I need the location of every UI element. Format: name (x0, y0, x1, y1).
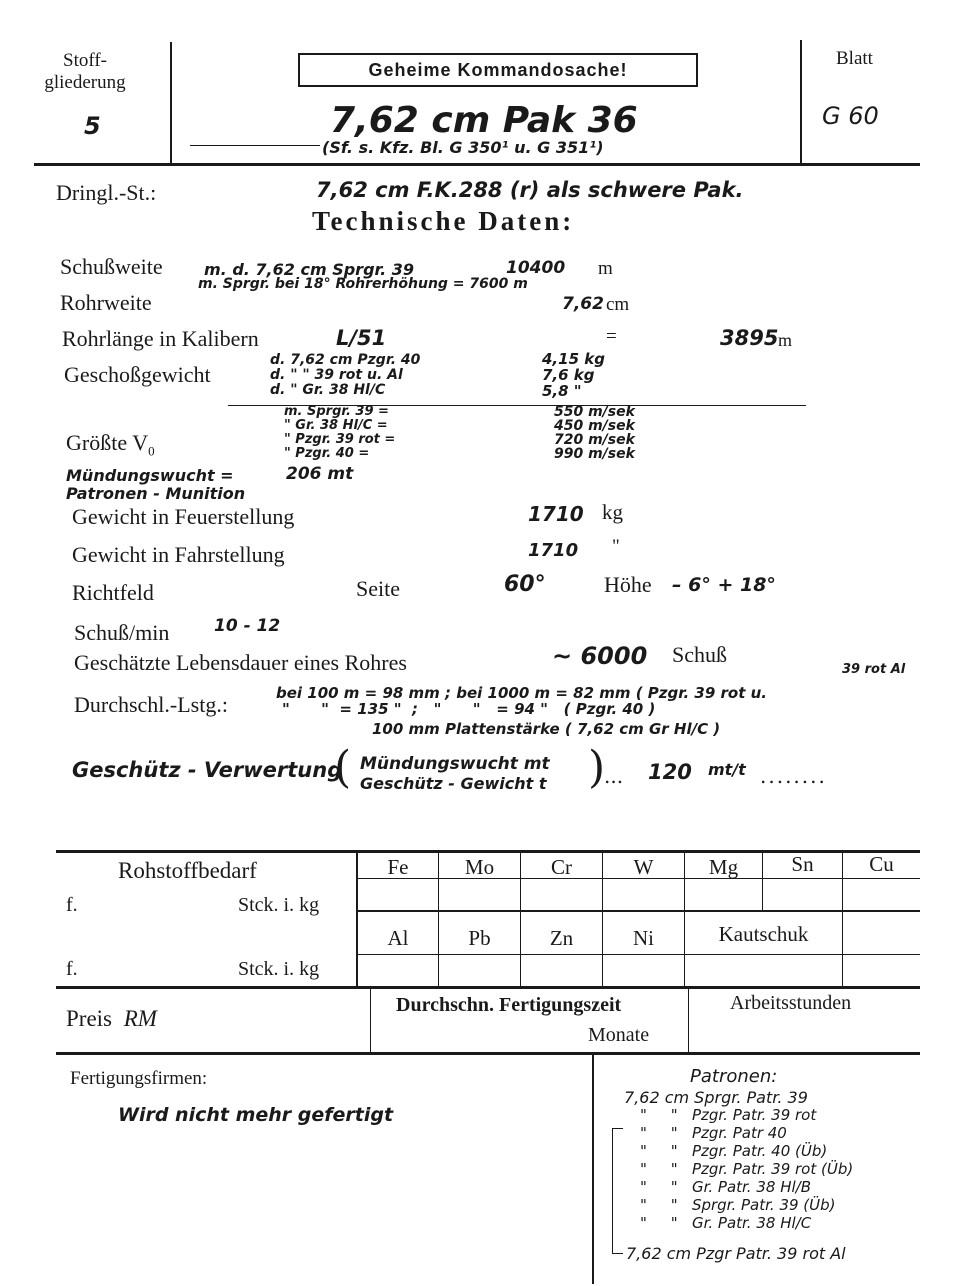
v0-row-2-val: 450 m/sek (554, 418, 635, 434)
muendung-val: 206 mt (286, 464, 354, 484)
patronen-last-item: 7,62 cm Pzgr Patr. 39 rot Al (626, 1244, 846, 1263)
head-zn: Zn (549, 926, 574, 950)
stoff-value: 5 (84, 112, 101, 140)
rohstoff-f-2: f. (66, 958, 78, 980)
durch-row-1: bei 100 m = 98 mm ; bei 1000 m = 82 mm ( Pzgr. 39 rot u. (276, 684, 768, 702)
lebensdauer-val: ~ 6000 (552, 642, 648, 670)
head-sn: Sn (791, 852, 814, 876)
section-title: Technische Daten: (312, 206, 575, 236)
gewicht-feuer-unit: kg (602, 500, 623, 524)
preis-vline-2 (688, 988, 689, 1052)
header-divider-right (800, 40, 802, 164)
patronen-title: Patronen: (690, 1066, 778, 1087)
head-mo: Mo (464, 855, 495, 879)
doc-title: 7,62 cm Pak 36 (330, 100, 638, 141)
stoff-label-line2: gliederung (44, 72, 126, 93)
rohrlaenge-eq: = (606, 326, 617, 347)
fertigungsfirmen-label: Fertigungsfirmen: (70, 1068, 208, 1089)
title-dash (190, 145, 320, 146)
geschoss-row-1-val: 4,15 kg (542, 350, 605, 368)
preis-bottom-rule (56, 1052, 920, 1055)
geschoss-label: Geschoßgewicht (64, 362, 211, 387)
secret-banner-text: Geheime Kommandosache! (368, 60, 628, 80)
v0-label-sub: 0 (148, 443, 155, 459)
head-mg: Mg (708, 855, 739, 879)
patronen-bracket (612, 1128, 623, 1254)
schussweite-hw1: m. d. 7,62 cm Sprgr. 39 (204, 260, 415, 279)
seite-val: 60° (504, 572, 546, 597)
rohrweite-val: 7,62 (562, 294, 604, 314)
durch-label: Durchschl.-Lstg.: (74, 692, 228, 717)
dringl-value: 7,62 cm F.K.288 (r) als schwere Pak. (316, 178, 744, 202)
verwertung-dots-2: ........ (760, 764, 827, 788)
fertigungszeit-label: Durchschn. Fertigungszeit (396, 994, 622, 1016)
verwertung-paren-right: ) (588, 742, 606, 793)
doc-title-ref: (Sf. s. Kfz. Bl. G 350¹ u. G 351¹) (322, 138, 604, 157)
head-fe: Fe (387, 855, 409, 879)
gewicht-fahr-val: 1710 (528, 540, 579, 561)
patronen-item-1: 7,62 cm Sprgr. Patr. 39 (624, 1088, 808, 1107)
head-al: Al (387, 926, 409, 950)
v0-row-3-desc: " Pzgr. 39 rot = (284, 432, 396, 447)
blatt-value: G 60 (822, 102, 879, 130)
verwertung-paren-left: ( (334, 742, 352, 793)
patronen-item-6: " " Gr. Patr. 38 Hl/B (640, 1178, 811, 1196)
v0-row-2-desc: " Gr. 38 Hl/C = (284, 418, 388, 433)
schussweite-label: Schußweite (60, 254, 163, 279)
v0-row-4-val: 990 m/sek (554, 446, 635, 462)
stoff-label (26, 50, 144, 94)
geschoss-row-1-desc: d. 7,62 cm Pzgr. 40 (270, 352, 421, 368)
schussweite-val1: 10400 (506, 258, 566, 278)
verwertung-val: 120 (648, 760, 692, 784)
rohrlaenge-val: 3895 (720, 326, 779, 350)
lebensdauer-label: Geschätzte Lebensdauer eines Rohres (74, 650, 407, 675)
lebensdauer-unit: Schuß (672, 642, 727, 667)
geschoss-row-2-val: 7,6 kg (542, 366, 595, 384)
durch-row-3: 100 mm Plattenstärke ( 7,62 cm Gr Hl/C ) (372, 720, 721, 738)
verwertung-label: Geschütz - Verwertung (72, 758, 343, 782)
preis-label (66, 1006, 157, 1032)
durch-note: 39 rot Al (842, 662, 906, 677)
monate-label: Monate (588, 1024, 650, 1046)
schussweite-hw2: m. Sprgr. bei 18° Rohrerhöhung = 7600 m (198, 276, 528, 292)
patronen-item-7: " " Sprgr. Patr. 39 (Üb) (640, 1196, 836, 1214)
rohrweite-unit: cm (606, 294, 630, 315)
rohstoff-hline-b (356, 910, 920, 912)
gewicht-feuer-val: 1710 (528, 502, 584, 526)
durch-row-2: " " = 135 " ; " " = 94 " ( Pzgr. 40 ) (282, 700, 656, 718)
head-cu: Cu (869, 852, 894, 876)
v0-row-1-val: 550 m/sek (554, 404, 635, 420)
preis-label-text: Preis (66, 1006, 112, 1031)
arbeitsstunden-label: Arbeitsstunden (730, 992, 852, 1014)
hoehe-val: – 6° + 18° (672, 574, 776, 596)
verwertung-frac-top: Mündungswucht mt (360, 754, 550, 774)
v0-row-3-val: 720 m/sek (554, 432, 635, 448)
head-ni: Ni (633, 926, 654, 950)
rohrlaenge-label: Rohrlänge in Kalibern (62, 326, 259, 351)
verwertung-dots-1: ... (604, 764, 624, 788)
schuss-min-val: 10 - 12 (214, 616, 281, 636)
preis-currency: RM (123, 1006, 157, 1031)
patronen-item-3: " " Pzgr. Patr 40 (640, 1124, 787, 1142)
patronen-item-5: " " Pzgr. Patr. 39 rot (Üb) (640, 1160, 854, 1178)
schussweite-unit: m (598, 258, 613, 279)
geschoss-row-2-desc: d. " " 39 rot u. Al (270, 367, 403, 383)
patronen-item-8: " " Gr. Patr. 38 Hl/C (640, 1214, 812, 1232)
rohstoff-stck-2: Stck. i. kg (238, 958, 320, 980)
verwertung-frac-bot: Geschütz - Gewicht t (360, 774, 547, 793)
head-cr: Cr (551, 855, 572, 879)
geschoss-row-3-val: 5,8 " (542, 382, 582, 400)
dringl-label: Dringl.-St.: (56, 180, 157, 205)
v0-label (66, 430, 155, 459)
patronen-munition: Patronen - Munition (66, 484, 246, 503)
patronen-item-4: " " Pzgr. Patr. 40 (Üb) (640, 1142, 828, 1160)
blatt-label: Blatt (836, 48, 873, 69)
patronen-item-2: " " Pzgr. Patr. 39 rot (640, 1106, 817, 1124)
schuss-min-label: Schuß/min (74, 620, 170, 645)
head-kautschuk: Kautschuk (718, 922, 809, 946)
header-bottom-rule (34, 163, 920, 166)
head-w: W (633, 855, 654, 879)
v0-label-text: Größte V (66, 430, 149, 455)
geschoss-row-3-desc: d. " Gr. 38 Hl/C (270, 382, 386, 398)
rohrweite-label: Rohrweite (60, 290, 152, 315)
head-pb: Pb (468, 926, 491, 950)
richtfeld-label: Richtfeld (72, 580, 154, 605)
secret-banner (298, 53, 698, 87)
rohstoff-f-1: f. (66, 894, 78, 916)
rohstoff-title: Rohstoffbedarf (118, 858, 257, 883)
rohstoff-hline-c (356, 954, 920, 955)
stoff-label-line1: Stoff- (63, 50, 107, 71)
header-divider-left (170, 42, 172, 164)
rohstoff-stck-1: Stck. i. kg (238, 894, 320, 916)
hoehe-label: Höhe (604, 572, 652, 597)
gewicht-fahr-unit: " (612, 536, 620, 557)
v0-row-1-desc: m. Sprgr. 39 = (284, 404, 389, 419)
patronen-vline (592, 1054, 594, 1284)
fertigungsfirmen-value: Wird nicht mehr gefertigt (118, 1104, 394, 1126)
gewicht-fahr-label: Gewicht in Fahrstellung (72, 542, 285, 567)
v0-row-4-desc: " Pzgr. 40 = (284, 446, 370, 461)
gewicht-feuer-label: Gewicht in Feuerstellung (72, 504, 295, 529)
preis-vline-1 (370, 988, 371, 1052)
rohstoff-bottom-rule (56, 986, 920, 989)
rohrlaenge-hw: L/51 (336, 326, 387, 350)
seite-label: Seite (356, 576, 400, 601)
verwertung-unit: mt/t (708, 760, 746, 779)
muendung-label: Mündungswucht = (66, 466, 234, 485)
rohrlaenge-unit: m (778, 330, 793, 350)
